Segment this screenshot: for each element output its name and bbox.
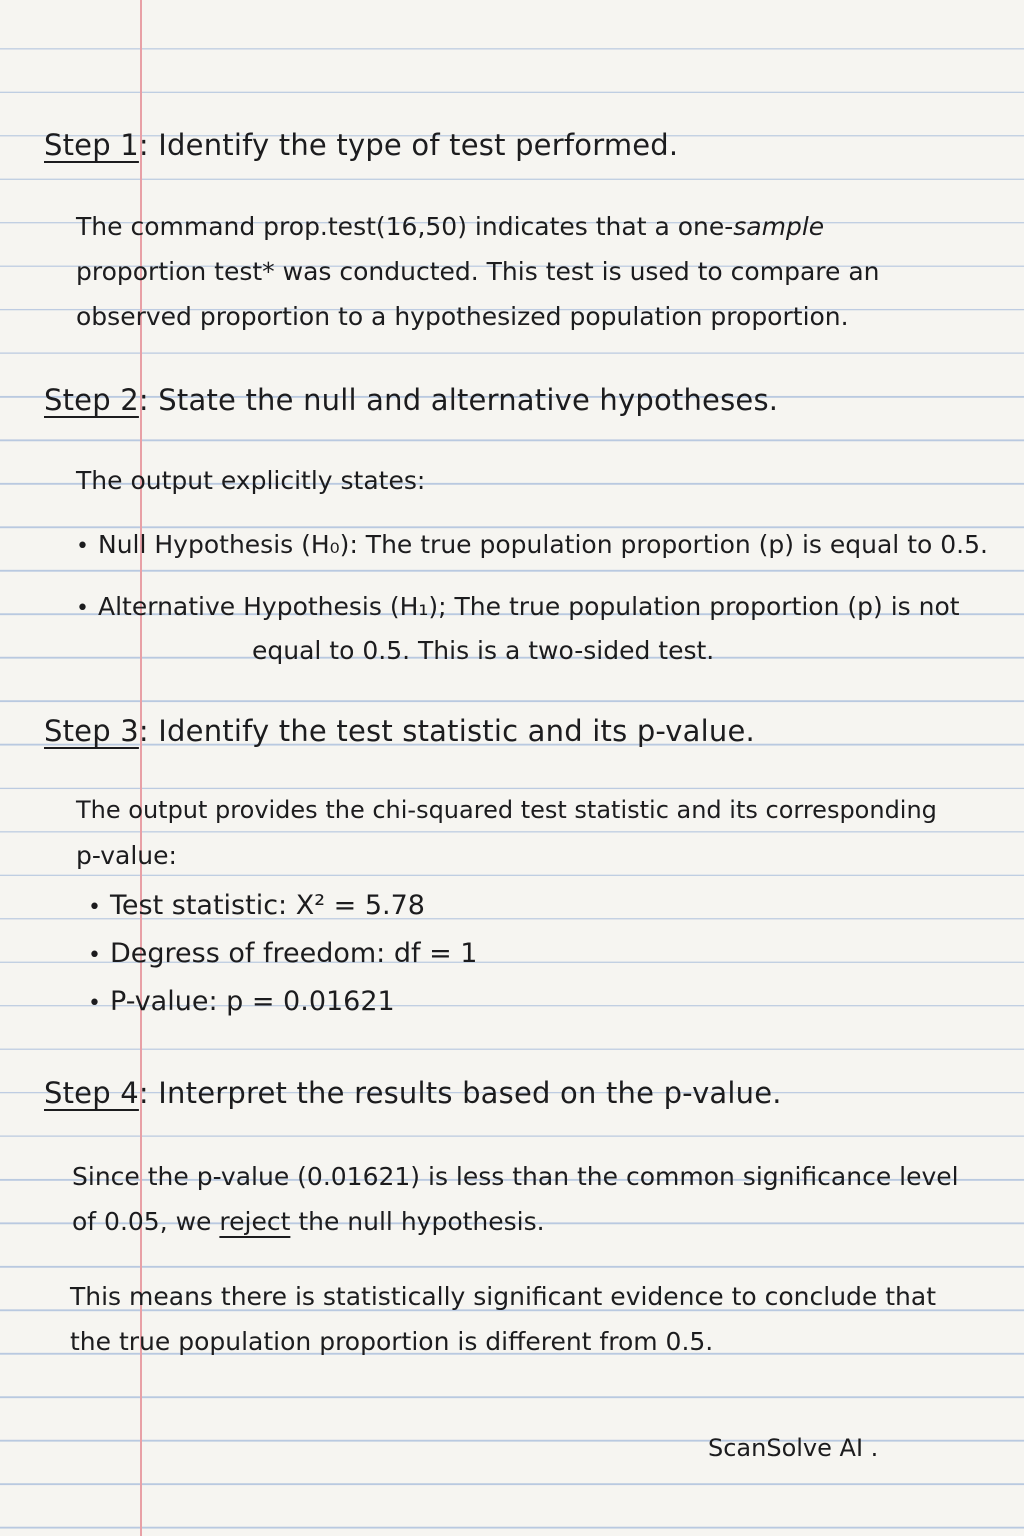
bullet-dot: • <box>88 991 101 1016</box>
step1-heading <box>44 128 678 162</box>
step4-line1: Since the p-value (0.01621) is less than the common significance level <box>72 1162 959 1191</box>
step4-paragraph-1 <box>72 1154 972 1244</box>
step4-line2-a: of 0.05, we <box>72 1207 220 1236</box>
bullet-dot: • <box>88 895 101 920</box>
step4-line2 <box>72 1199 972 1244</box>
null-hypothesis-text: Null Hypothesis (H₀): The true population proportion (p) is equal to 0.5. <box>98 530 988 559</box>
step2-intro <box>76 458 976 503</box>
step3-heading <box>44 714 755 748</box>
step2-bullet-null <box>76 530 988 559</box>
test-statistic-text: Test statistic: X² = 5.78 <box>110 890 425 921</box>
bullet-dot: • <box>76 534 89 559</box>
degrees-of-freedom-text: Degress of freedom: df = 1 <box>110 938 478 969</box>
step1-paragraph <box>76 204 976 339</box>
step1-code: prop.test(16,50) <box>263 212 467 241</box>
step3-line1: The output provides the chi-squared test statistic and its corresponding <box>76 796 937 824</box>
bullet-dot: • <box>76 596 89 621</box>
step3-label: Step 3 <box>44 714 139 748</box>
step2-heading <box>44 383 778 417</box>
step3-paragraph <box>76 788 976 878</box>
test-statistic-item <box>88 890 425 921</box>
step3-title: : Identify the test statistic and its p-value. <box>138 714 755 748</box>
step3-line2: p-value: <box>76 841 177 870</box>
degrees-of-freedom-item <box>88 938 477 969</box>
p-value-text: P-value: p = 0.01621 <box>110 986 395 1017</box>
step1-line2: proportion test* was conducted. This test is used to compare an <box>76 257 880 286</box>
step2-intro-text: The output explicitly states: <box>76 466 426 495</box>
step4-line3: This means there is statistically significant evidence to conclude that <box>70 1282 937 1311</box>
step1-label: Step 1 <box>44 128 139 162</box>
step1-text-b: indicates that a one- <box>466 212 734 241</box>
step4-line2-b: the null hypothesis. <box>290 1207 545 1236</box>
alt-hypothesis-text: Alternative Hypothesis (H₁); The true population proportion (p) is not <box>98 592 960 621</box>
step1-text-c: sample <box>733 212 825 241</box>
step1-title: : Identify the type of test performed. <box>138 128 679 162</box>
step2-bullet-alt-continued: equal to 0.5. This is a two-sided test. <box>252 636 715 665</box>
step4-heading <box>44 1076 782 1110</box>
step1-line1 <box>76 204 976 249</box>
reject-word: reject <box>219 1207 291 1236</box>
signature: ScanSolve AI . <box>708 1434 879 1462</box>
step2-title: : State the null and alternative hypotheses. <box>138 383 779 417</box>
step2-bullet-alt <box>76 592 960 621</box>
bullet-dot: • <box>88 943 101 968</box>
step1-line3: observed proportion to a hypothesized population proportion. <box>76 302 849 331</box>
step4-title: : Interpret the results based on the p-value. <box>138 1076 782 1110</box>
step4-label: Step 4 <box>44 1076 139 1110</box>
step1-text-a: The command <box>76 212 264 241</box>
step4-line4: the true population proportion is different from 0.5. <box>70 1327 714 1356</box>
p-value-item <box>88 986 395 1017</box>
step4-paragraph-2 <box>70 1274 970 1364</box>
step2-label: Step 2 <box>44 383 139 417</box>
